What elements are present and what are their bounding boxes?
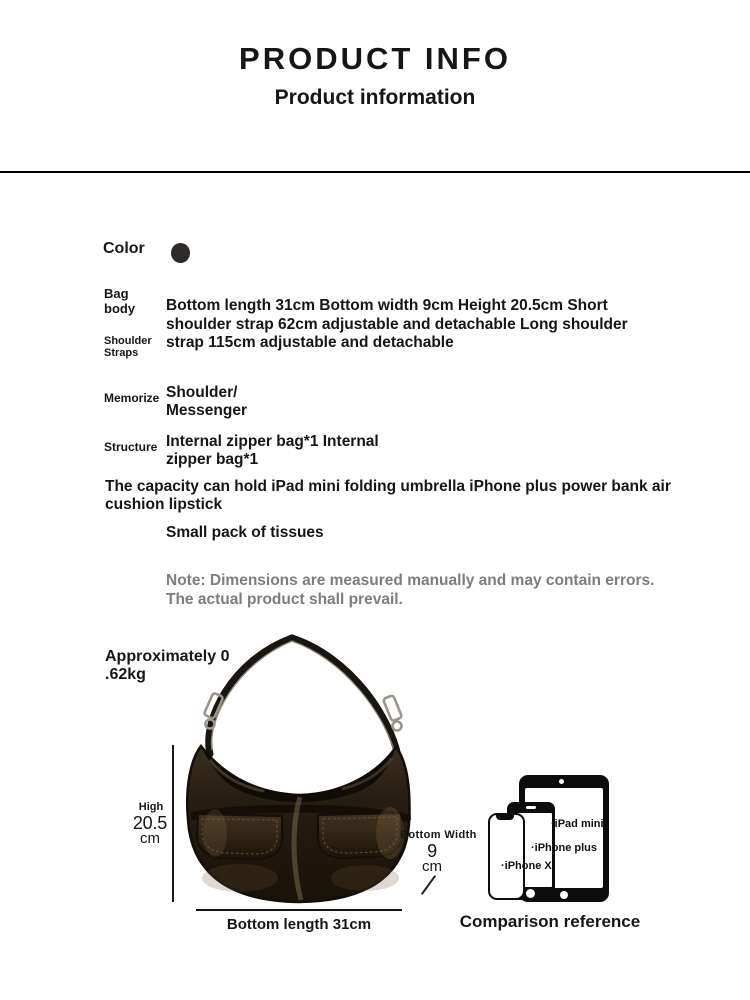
structure-label: Structure — [104, 440, 158, 454]
ipad-mini-label: ·iPad mini — [551, 818, 604, 830]
comparison-caption: Comparison reference — [459, 912, 641, 931]
memorize-label: Memorize — [104, 391, 160, 405]
height-unit: cm — [140, 830, 160, 847]
width-measure-line — [421, 875, 436, 895]
spec-line: Internal zipper bag*1 Internal — [166, 433, 379, 450]
tissues-text: Small pack of tissues — [166, 524, 324, 541]
bag-body-label: Bag body — [104, 286, 136, 316]
iphone-plus-home-button — [526, 889, 535, 898]
spec-line: The capacity can hold iPad mini folding umbrella iPhone plus power bank air — [105, 478, 671, 495]
bottom-length-label: Bottom length 31cm — [226, 916, 372, 933]
bottom-length-line — [196, 909, 402, 911]
capacity-text — [105, 478, 671, 514]
height-value-group — [121, 815, 179, 846]
spec-line: Messenger — [166, 402, 247, 419]
spec-line: Shoulder/ — [166, 384, 238, 401]
weight-line: Approximately 0 — [105, 648, 230, 665]
iphone-x-label: ·iPhone X — [501, 860, 552, 872]
dimensions-value — [166, 297, 628, 353]
iphone-plus-speaker — [526, 806, 536, 809]
spec-line: Bottom length 31cm Bottom width 9cm Height 20.5cm Short — [166, 297, 608, 314]
color-label: Color — [103, 240, 145, 257]
note-line: Note: Dimensions are measured manually and may contain errors. — [166, 572, 655, 589]
color-swatch — [171, 243, 190, 263]
ipad-camera-dot — [559, 779, 564, 784]
ipad-home-button — [560, 891, 568, 899]
spec-line: shoulder strap 62cm adjustable and detachable Long shoulder — [166, 315, 628, 333]
shoulder-straps-label: Shoulder Straps — [104, 335, 152, 359]
height-label: High — [138, 801, 164, 813]
iphone-plus-label: ·iPhone plus — [531, 842, 597, 854]
bottom-width-value: 9 — [427, 841, 437, 861]
page-title: PRODUCT INFO — [239, 41, 511, 76]
bottom-width-label: Bottom Width — [400, 829, 477, 841]
iphone-x-icon — [488, 813, 525, 900]
bag-photo — [180, 628, 420, 913]
spec-line: strap 115cm adjustable and detachable — [166, 334, 454, 351]
spec-line: cushion lipstick — [105, 496, 223, 513]
spec-line: zipper bag*1 — [166, 451, 259, 468]
bottom-width-unit: cm — [422, 858, 442, 875]
note-line: The actual product shall prevail. — [166, 590, 403, 608]
weight-line: .62kg — [105, 665, 146, 683]
bottom-width-value-group — [404, 843, 460, 874]
header-divider — [0, 171, 750, 173]
height-value: 20.5 — [132, 813, 168, 833]
page-subtitle: Product information — [274, 86, 476, 109]
memorize-value — [166, 384, 247, 420]
structure-value — [166, 433, 379, 469]
iphone-x-notch — [496, 815, 514, 820]
note-text — [166, 572, 654, 609]
